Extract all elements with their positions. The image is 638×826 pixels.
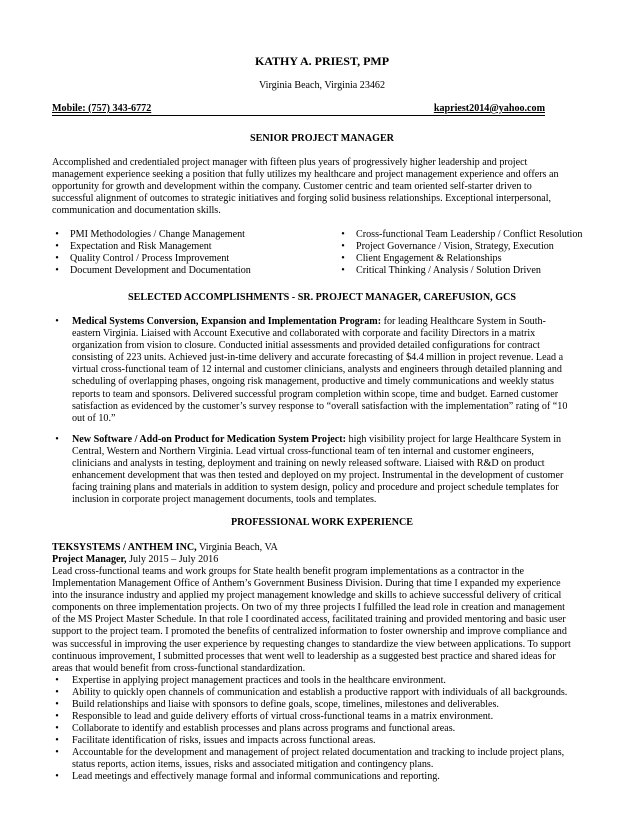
- job-location: Virginia Beach, VA: [196, 542, 278, 553]
- skill-item: Quality Control / Process Improvement: [70, 253, 230, 264]
- job-description: [52, 566, 582, 675]
- contact-line: [52, 103, 545, 116]
- bullet-icon: •: [341, 229, 345, 240]
- summary-line: communication and documentation skills.: [52, 205, 221, 217]
- job-description-line: Implementation Management Office of Anthem’s Government Business Division. During that time I expanded my experience: [52, 578, 561, 590]
- bullet-icon: •: [55, 253, 59, 264]
- accomplishment-line: reports to team and sponsors. Delivered successful program completion within scope, time and budget. Earned customer: [72, 388, 559, 400]
- job-bullet: Collaborate to identify and establish processes and plans across programs and functional areas.: [72, 723, 456, 734]
- experience-heading: PROFESSIONAL WORK EXPERIENCE: [230, 517, 414, 528]
- job-description-line: support to the project team. I promoted the benefits of centralized information to foster ownership and improve compliance and: [52, 626, 567, 638]
- bullet-icon: •: [55, 316, 59, 327]
- job-bullet-continued: status reports, action items, issues, risks and associated mitigation and contingency plans.: [72, 759, 434, 770]
- job-bullet: Facilitate identification of risks, issues and impacts across functional areas.: [72, 735, 376, 746]
- bullet-icon: •: [55, 675, 59, 686]
- bullet-icon: •: [55, 434, 59, 445]
- accomplishment-line: out of 10.”: [72, 412, 116, 424]
- job-header: [52, 542, 278, 566]
- job-bullet: Accountable for the development and management of project related documentation and tracking to include project plans,: [72, 747, 565, 758]
- resume-title: SENIOR PROJECT MANAGER: [250, 133, 394, 144]
- accomplishment-2: [72, 434, 592, 507]
- bullet-icon: •: [341, 241, 345, 252]
- accomplishment-line: consisting of 223 units. Achieved just-in-time delivery and accurate forecasting of $4.4 million in project revenue. Lead a: [72, 352, 564, 364]
- bullet-icon: •: [55, 747, 59, 758]
- bullet-icon: •: [55, 265, 59, 276]
- job-description-line: was successful in improving the user experience by requesting changes to standardize the view between applications. To support: [52, 638, 571, 650]
- bullet-icon: •: [55, 735, 59, 746]
- accomplishment-title: Medical Systems Conversion, Expansion and Implementation Program:: [72, 316, 382, 327]
- accomplishment-line: inclusion in corporate project management documents, tools and templates.: [72, 494, 377, 506]
- job-description-line: components on three implementation projects. On two of my three projects I fulfilled the lead role in creation and management: [52, 602, 565, 614]
- skill-item: Cross-functional Team Leadership / Conflict Resolution: [356, 229, 583, 240]
- email-link[interactable]: kapriest2014@yahoo.com: [433, 103, 545, 114]
- candidate-name: KATHY A. PRIEST, PMP: [254, 54, 390, 68]
- job-bullet: Responsible to lead and guide delivery efforts of virtual cross-functional teams in a matrix environment.: [72, 711, 494, 722]
- skill-item: PMI Methodologies / Change Management: [70, 229, 245, 240]
- job-description-line: areas that would benefit from cross-functional standardization.: [52, 662, 306, 674]
- summary-line: Accomplished and credentialed project manager with fifteen plus years of progressively higher leadership and project: [52, 157, 528, 168]
- bullet-icon: •: [55, 771, 59, 782]
- bullet-icon: •: [341, 265, 345, 276]
- summary-line: successful alignment of outcomes to strategic initiatives and forging solid business relationships. Exceptional interpersonal,: [52, 193, 552, 205]
- skill-item: Client Engagement & Relationships: [356, 253, 502, 264]
- accomplishment-line: enhancement development that was then tested and deployed on my project. Instrumental in the development of customer: [72, 470, 564, 482]
- accomplishment-line: eastern Virginia. Liaised with Account Executive and collaborated with corporate and facility Directors in a matrix: [72, 328, 536, 340]
- accomplishment-line: clinicians and analysts in testing, deployment and training on newly released software. Liaised with R&D on product: [72, 458, 545, 470]
- job-bullet: Expertise in applying project management practices and tools in the healthcare environment.: [72, 675, 446, 686]
- job-dates: July 2015 – July 2016: [126, 554, 219, 566]
- skill-item: Critical Thinking / Analysis / Solution Driven: [356, 265, 541, 276]
- job-description-line: of the MS Project Master Schedule. In that role I coordinated access, facilitated training and provided mentoring and basic user: [52, 614, 566, 626]
- skill-item: Document Development and Documentation: [70, 265, 251, 276]
- skill-item: Project Governance / Vision, Strategy, Execution: [356, 241, 554, 252]
- bullet-icon: •: [55, 229, 59, 240]
- accomplishment-line: satisfaction as evidenced by the customer’s survey response to “overall satisfaction with the implementation” rating of “10: [72, 400, 568, 412]
- job-bullet: Build relationships and liaise with sponsors to define goals, scope, timelines, milestones and deliverables.: [72, 699, 499, 710]
- accomplishment-text: for leading Healthcare System in South-: [381, 316, 546, 327]
- summary-line: opportunity for growth and development within the company. Customer centric and team oriented self-starter driven to: [52, 181, 532, 193]
- accomplishment-line: facing training plans and materials in addition to system design, policy and procedure and project schedule templates for: [72, 482, 559, 494]
- accomplishment-1: [72, 316, 592, 425]
- job-description-line: continuous improvement, I submitted processes that went well to leadership as a suggested best practice and shared ideas for: [52, 650, 556, 662]
- job-company: TEKSYSTEMS / ANTHEM INC,: [52, 542, 197, 553]
- job-description-line: Lead cross-functional teams and work groups for State health benefit program implementations as a contractor in the: [52, 566, 525, 577]
- candidate-address: Virginia Beach, Virginia 23462: [258, 80, 386, 91]
- accomplishment-line: virtual cross-functional team of 12 internal and customer clinicians, analysts and engineers through detailed planning and: [72, 364, 562, 376]
- accomplishment-text: high visibility project for large Healthcare System in: [346, 434, 562, 445]
- accomplishment-line: organization from vision to closure. Conducted initial assessments and provided detailed configurations for contract: [72, 340, 540, 352]
- accomplishment-title: New Software / Add-on Product for Medication System Project:: [72, 434, 346, 445]
- summary-paragraph: [52, 157, 582, 217]
- job-bullet: Ability to quickly open channels of communication and establish a productive rapport with individuals of all backgrounds.: [72, 687, 568, 698]
- accomplishments-heading: SELECTED ACCOMPLISHMENTS - SR. PROJECT MANAGER, CAREFUSION, GCS: [128, 292, 516, 303]
- accomplishment-line: scheduling of overlapping phases, ongoing risk management, productive and timely communications and weekly status: [72, 376, 554, 388]
- accomplishment-line: Central, Western and Northern Virginia. Lead virtual cross-functional team of ten internal and customer engineers,: [72, 446, 534, 458]
- bullet-icon: •: [55, 723, 59, 734]
- job-description-line: into the insurance industry and applied my project management knowledge and skills to achieve successful delivery of critical: [52, 590, 562, 602]
- bullet-icon: •: [55, 699, 59, 710]
- bullet-icon: •: [55, 241, 59, 252]
- bullet-icon: •: [55, 711, 59, 722]
- summary-line: management experience seeking a position that fully utilizes my healthcare and project management experience and offers an: [52, 169, 559, 181]
- job-role: Project Manager,: [52, 554, 127, 566]
- bullet-icon: •: [341, 253, 345, 264]
- mobile-number: Mobile: (757) 343-6772: [52, 103, 152, 114]
- skill-item: Expectation and Risk Management: [70, 241, 212, 252]
- job-bullet: Lead meetings and effectively manage formal and informal communications and reporting.: [72, 771, 440, 782]
- bullet-icon: •: [55, 687, 59, 698]
